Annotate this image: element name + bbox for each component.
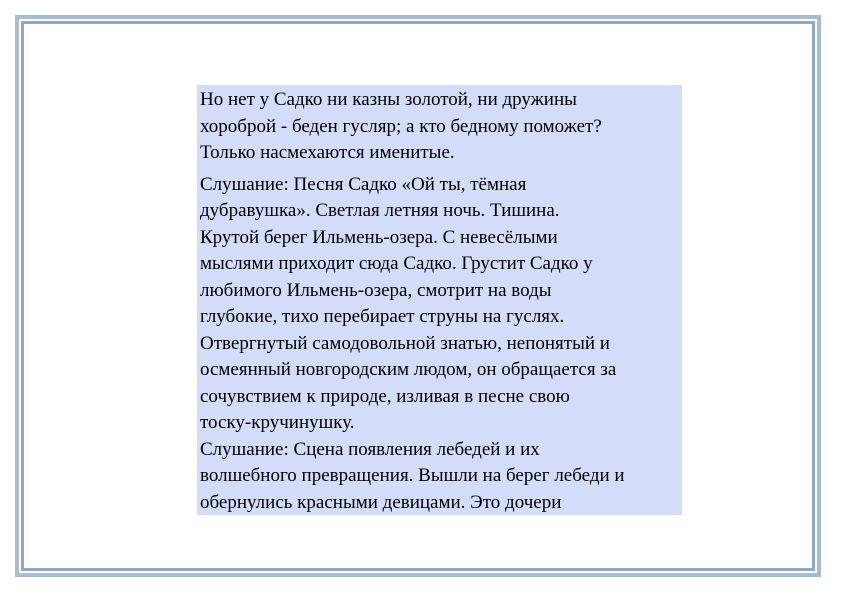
paragraph-listening-song: Слушание: Песня Садко «Ой ты, тёмная дубравушка». Светлая летняя ночь. Тишина. Крутой берег Ильмень-озера. С невесёлыми мыслями приходит сюда Садко. Грустит Садко у любимого Ильмень-озера, смотрит на воды глубокие, тихо перебирает струны на гуслях. Отвергнутый самодовольной знатью, непонятый и осмеянный новгородским людом, он обращается за сочувствием к природе, изливая в песне свою тоску-кручинушку. <box>200 173 617 433</box>
paragraph-sadko-poverty: Но нет у Садко ни казны золотой, ни дружины хороброй - беден гусляр; а кто бедному поможет? Только насмехаются именитые. <box>200 89 602 163</box>
paragraph-listening-swans: Слушание: Сцена появления лебедей и их волшебного превращения. Вышли на берег лебеди и обернулись красными девицами. Это дочери <box>200 438 625 513</box>
text-box <box>197 85 682 515</box>
